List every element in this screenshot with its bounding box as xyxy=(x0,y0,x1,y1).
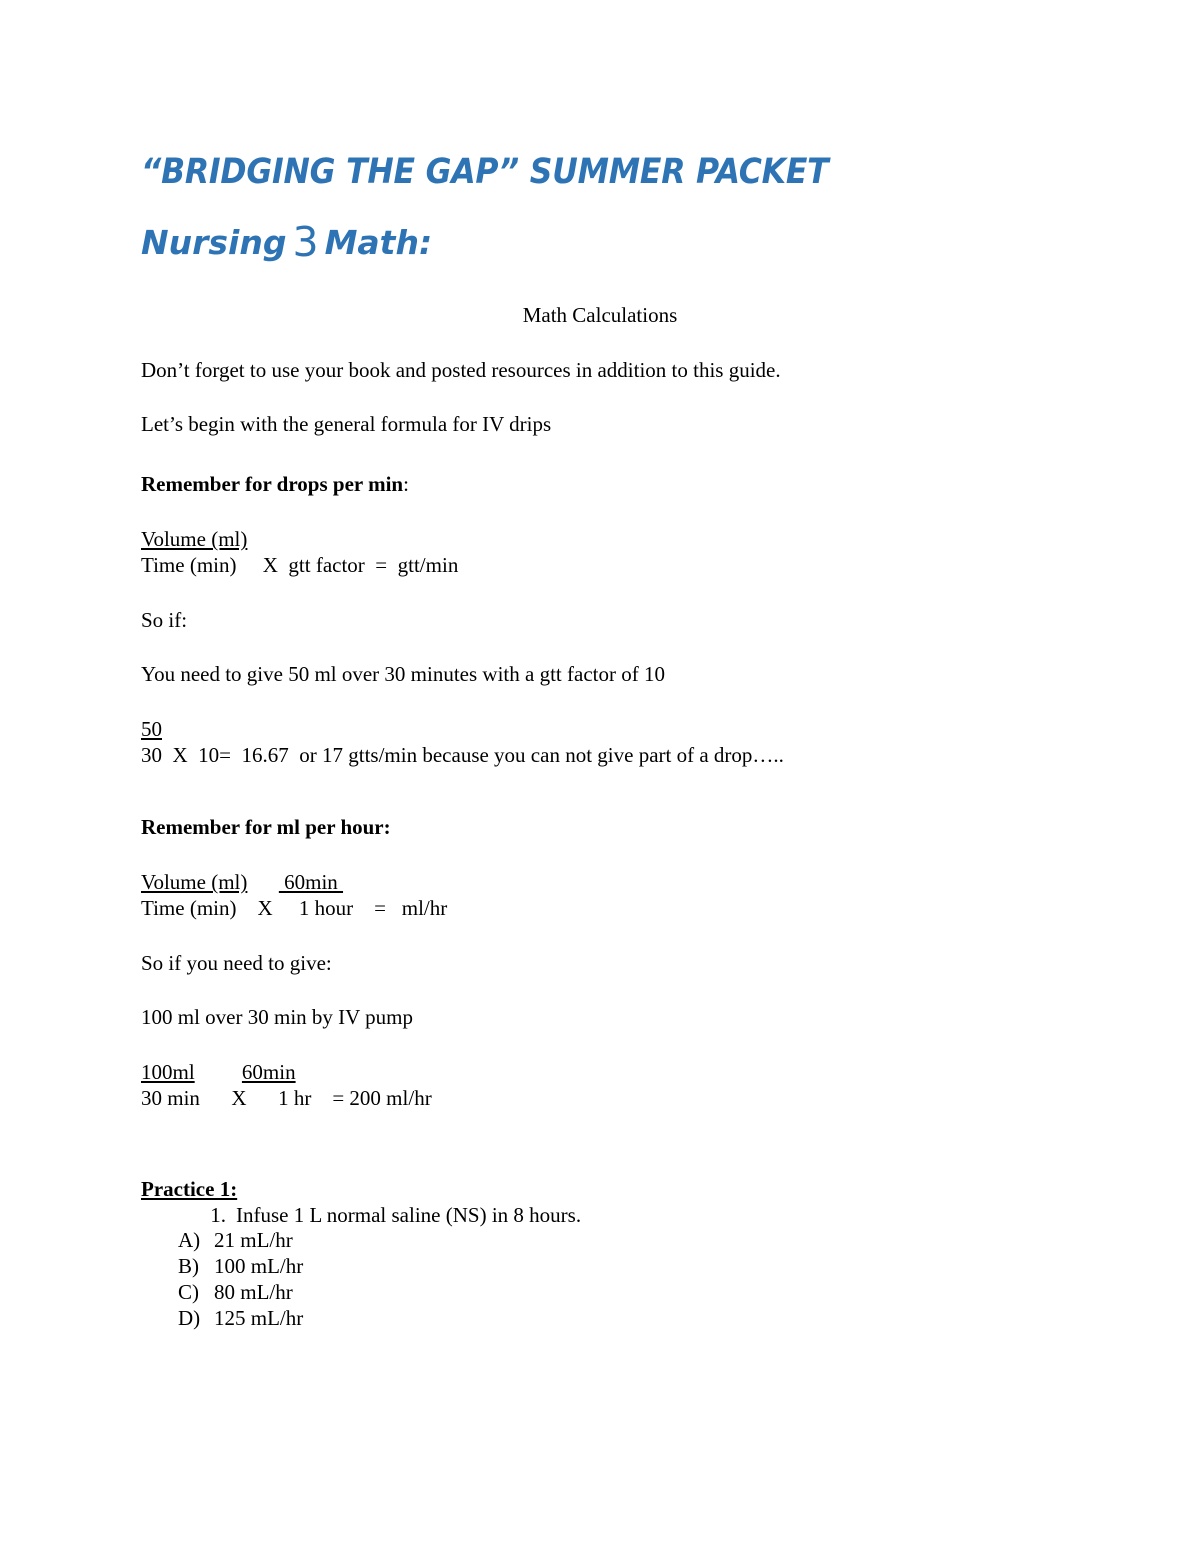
page-subtitle xyxy=(141,192,1059,267)
spacer xyxy=(365,553,376,577)
practice-option-d-text: 125 mL/hr xyxy=(214,1305,304,1330)
mlhr-formula-operator: X xyxy=(257,896,273,921)
mlhr-example-denominator-2: 1 hr xyxy=(278,1085,312,1110)
mlhr-example-denominator-1: 30 min xyxy=(141,1085,200,1110)
spacer xyxy=(353,896,374,920)
page-title: “BRIDGING THE GAP” SUMMER PACKET xyxy=(141,152,829,192)
spacer xyxy=(236,896,257,920)
mlhr-example-math xyxy=(141,1030,1059,1111)
drops-formula-factor: gtt factor xyxy=(288,552,365,577)
mlhr-formula-denominator-2: 1 hour xyxy=(298,896,354,921)
practice-option-a[interactable] xyxy=(141,1228,1059,1254)
spacer xyxy=(200,1086,232,1110)
spacer xyxy=(273,896,299,920)
spacer xyxy=(247,870,279,894)
drops-formula xyxy=(141,497,1059,578)
drops-formula-equals: = xyxy=(375,552,388,577)
drops-example-operator: X xyxy=(172,742,188,767)
mlhr-example-numerator-2: 60min xyxy=(241,1060,296,1085)
spacer xyxy=(236,553,262,577)
centered-heading-math-calculations: Math Calculations xyxy=(522,303,678,328)
intro-line-2: Let’s begin with the general formula for IV drips xyxy=(141,411,552,436)
mlhr-so-if: So if you need to give: xyxy=(141,950,332,975)
practice-option-c[interactable] xyxy=(141,1280,1059,1306)
subtitle-number: 3 xyxy=(292,218,319,267)
mlhr-formula-numerator-2: 60min xyxy=(278,870,344,895)
mlhr-formula-numerator-1: Volume (ml) xyxy=(141,870,248,895)
practice-option-a-marker: A) xyxy=(178,1228,201,1253)
mlhr-formula-numerator-row xyxy=(141,870,1059,896)
drops-example-numerator-row xyxy=(141,717,1059,743)
drops-example-math xyxy=(141,687,1059,768)
mlhr-example-equals-result: = 200 ml/hr xyxy=(332,1085,432,1110)
mlhr-example-numerator-1: 100ml xyxy=(141,1060,195,1085)
practice-option-b-text: 100 mL/hr xyxy=(214,1254,304,1279)
practice-option-c-marker: C) xyxy=(178,1280,199,1305)
drops-example-numerator: 50 xyxy=(141,717,162,741)
mlhr-example-denominator-row xyxy=(141,1086,1059,1112)
practice-question-text: Infuse 1 L normal saline (NS) in 8 hours. xyxy=(236,1202,582,1227)
mlhr-heading-bold: Remember for ml per hour: xyxy=(141,815,391,840)
practice-heading-wrap xyxy=(141,1111,1059,1202)
practice-question-marker: 1. xyxy=(210,1202,226,1227)
document-content xyxy=(141,0,1059,1332)
drops-example-denominator-row xyxy=(141,743,1059,769)
mlhr-example-operator: X xyxy=(231,1085,247,1110)
drops-formula-numerator-row xyxy=(141,527,1059,553)
drops-heading-bold: Remember for drops per min xyxy=(141,472,404,497)
spacer xyxy=(386,896,402,920)
drops-example-statement: You need to give 50 ml over 30 minutes with a gtt factor of 10 xyxy=(141,661,665,686)
spacer xyxy=(289,743,300,767)
spacer xyxy=(278,553,289,577)
mlhr-example-statement: 100 ml over 30 min by IV pump xyxy=(141,1004,414,1029)
drops-formula-denominator-row xyxy=(141,553,1059,579)
drops-formula-denominator: Time (min) xyxy=(141,552,237,577)
practice-option-b[interactable] xyxy=(141,1254,1059,1280)
practice-section xyxy=(141,1111,1059,1331)
drops-heading-colon: : xyxy=(403,472,409,497)
subtitle-word-nursing: Nursing xyxy=(141,223,287,263)
intro-line-1: Don’t forget to use your book and posted resources in addition to this guide. xyxy=(141,357,781,382)
drops-section-heading xyxy=(141,437,1059,497)
practice-option-a-text: 21 mL/hr xyxy=(214,1228,293,1253)
practice-question xyxy=(141,1203,1059,1229)
drops-formula-result: gtt/min xyxy=(397,552,459,577)
drops-example-tail: or 17 gtts/min because you can not give part of a drop….. xyxy=(299,742,784,767)
mlhr-formula-denominator-row xyxy=(141,896,1059,922)
mlhr-formula-denominator-1: Time (min) xyxy=(141,896,237,921)
drops-formula-numerator: Volume (ml) xyxy=(141,527,248,552)
practice-option-d-marker: D) xyxy=(178,1305,201,1330)
drops-formula-operator: X xyxy=(262,552,278,577)
mlhr-section-heading xyxy=(141,768,1059,840)
mlhr-formula-equals: = xyxy=(374,896,386,921)
mlhr-example-numerator-row xyxy=(141,1060,1059,1086)
mlhr-formula-result: ml/hr xyxy=(401,896,448,921)
spacer xyxy=(188,743,199,767)
practice-option-d[interactable] xyxy=(141,1306,1059,1332)
spacer xyxy=(387,553,398,577)
practice-option-b-marker: B) xyxy=(178,1254,199,1279)
drops-example-denominator: 30 xyxy=(141,742,162,767)
drops-example-factor: 10= xyxy=(198,742,232,767)
subtitle-word-math: Math: xyxy=(324,223,433,263)
spacer xyxy=(195,1060,242,1084)
mlhr-formula xyxy=(141,840,1059,921)
drops-so-if: So if: xyxy=(141,607,188,632)
spacer xyxy=(231,743,242,767)
practice-heading: Practice 1: xyxy=(141,1177,238,1202)
spacer xyxy=(247,1086,279,1110)
spacer xyxy=(162,743,173,767)
spacer xyxy=(311,1086,332,1110)
practice-option-c-text: 80 mL/hr xyxy=(214,1280,293,1305)
drops-example-result: 16.67 xyxy=(241,742,289,767)
